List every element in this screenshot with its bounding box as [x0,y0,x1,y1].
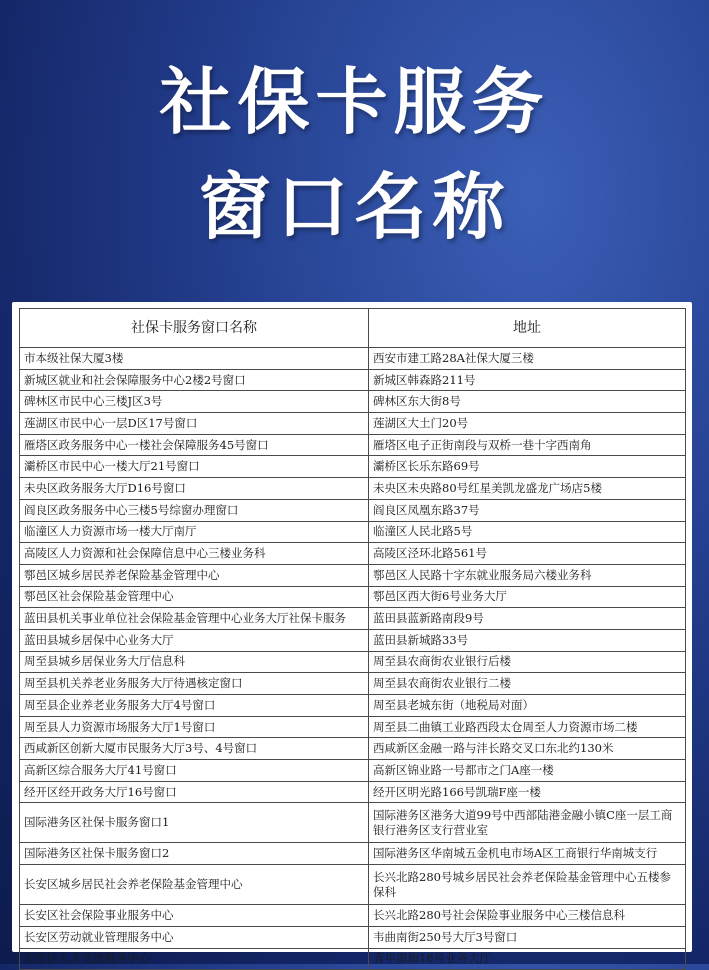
table-row [20,695,686,717]
table-row [20,456,686,478]
table-row [20,434,686,456]
cell-window-name: 鄠邑区城乡居民养老保险基金管理中心 [20,564,369,586]
cell-address: 周至县老城东街（地税局对面） [369,695,686,717]
cell-address: 西咸新区金融一路与沣长路交叉口东北约130米 [369,738,686,760]
table-row [20,781,686,803]
cell-window-name: 灞桥区市民中心一楼大厅21号窗口 [20,456,369,478]
table-row [20,543,686,565]
cell-address: 碑林区东大街8号 [369,391,686,413]
cell-window-name: 国际港务区社保卡服务窗口2 [20,843,369,865]
header-window-name: 社保卡服务窗口名称 [20,309,369,348]
table-row [20,948,686,970]
table-row [20,651,686,673]
cell-address: 长兴北路280号城乡居民社会养老保险基金管理中心五楼参保科 [369,865,686,905]
table-row [20,369,686,391]
table-row [20,521,686,543]
cell-window-name: 周至县城乡居保业务大厅信息科 [20,651,369,673]
cell-window-name: 周至县企业养老业务服务大厅4号窗口 [20,695,369,717]
table-row [20,564,686,586]
cell-window-name: 国际港务区社保卡服务窗口1 [20,803,369,843]
cell-address: 西安市建工路28A社保大厦三楼 [369,348,686,370]
cell-address: 蓝田县新城路33号 [369,629,686,651]
cell-address: 韦曲南街250号大厅3号窗口 [369,926,686,948]
cell-window-name: 临潼区人力资源市场一楼大厅南厅 [20,521,369,543]
cell-address: 阎良区凤凰东路37号 [369,499,686,521]
table-row [20,478,686,500]
cell-address: 临潼区人民北路5号 [369,521,686,543]
table-row [20,629,686,651]
cell-window-name: 西咸新区创新大厦市民服务大厅3号、4号窗口 [20,738,369,760]
cell-address: 新城区韩森路211号 [369,369,686,391]
cell-address: 高新区锦业路一号都市之门A座一楼 [369,760,686,782]
cell-window-name: 雁塔区政务服务中心一楼社会保障服务45号窗口 [20,434,369,456]
table-body [20,348,686,970]
table-row [20,608,686,630]
header-address: 地址 [369,309,686,348]
table-row [20,760,686,782]
cell-window-name: 长安区城乡居民社会养老保险基金管理中心 [20,865,369,905]
cell-address: 雁塔区电子正街南段与双桥一巷十字西南角 [369,434,686,456]
cell-window-name: 周至县人力资源市场服务大厅1号窗口 [20,716,369,738]
cell-address: 鄠邑区人民路十字东就业服务局六楼业务科 [369,564,686,586]
cell-window-name: 高陵区人力资源和社会保障信息中心三楼业务科 [20,543,369,565]
cell-address: 国际港务区港务大道99号中西部陆港金融小镇C座一层工商银行港务区支行营业室 [369,803,686,843]
cell-address: 灞桥区长乐东路69号 [369,456,686,478]
cell-window-name: 长安区人才交流服务中心 [20,948,369,970]
cell-address: 国际港务区华南城五金机电市场A区工商银行华南城支行 [369,843,686,865]
cell-address: 周至县农商街农业银行二楼 [369,673,686,695]
cell-window-name: 未央区政务服务大厅D16号窗口 [20,478,369,500]
window-list-sheet [12,302,692,966]
cell-address: 周至县农商街农业银行后楼 [369,651,686,673]
cell-address: 蓝田县蓝新路南段9号 [369,608,686,630]
cell-window-name: 长安区社会保险事业服务中心 [20,905,369,927]
cell-address: 长兴北路280号社会保险事业服务中心三楼信息科 [369,905,686,927]
table-row [20,716,686,738]
cell-address: 莲湖区大土门20号 [369,413,686,435]
table-row [20,865,686,905]
page-title-line-1: 社保卡服务 [159,60,550,144]
cell-address: 经开区明光路166号凯瑞F座一楼 [369,781,686,803]
table-header-row [20,309,686,348]
table-row [20,413,686,435]
table-row [20,803,686,843]
table-row [20,391,686,413]
table-row [20,499,686,521]
cell-address: 周至县二曲镇工业路西段太仓周至人力资源市场二楼 [369,716,686,738]
table-row [20,348,686,370]
cell-window-name: 经开区经开政务大厅16号窗口 [20,781,369,803]
cell-address: 未央区未央路80号红星美凯龙盛龙广场店5楼 [369,478,686,500]
cell-window-name: 市本级社保大厦3楼 [20,348,369,370]
cell-window-name: 蓝田县机关事业单位社会保险基金管理中心业务大厅社保卡服务 [20,608,369,630]
cell-window-name: 碑林区市民中心三楼J区3号 [20,391,369,413]
table-row [20,905,686,927]
cell-window-name: 长安区劳动就业管理服务中心 [20,926,369,948]
cell-window-name: 鄠邑区社会保险基金管理中心 [20,586,369,608]
cell-window-name: 周至县机关养老业务服务大厅待遇核定窗口 [20,673,369,695]
cell-window-name: 新城区就业和社会保障服务中心2楼2号窗口 [20,369,369,391]
cell-window-name: 阎良区政务服务中心三楼5号综窗办理窗口 [20,499,369,521]
cell-window-name: 莲湖区市民中心一层D区17号窗口 [20,413,369,435]
cell-window-name: 蓝田县城乡居保中心业务大厅 [20,629,369,651]
table-row [20,926,686,948]
cell-address: 高陵区泾环北路561号 [369,543,686,565]
table-row [20,586,686,608]
cell-address: 青年南街18号业务大厅 [369,948,686,970]
table-row [20,673,686,695]
service-window-table [19,308,686,970]
table-row [20,843,686,865]
page-title-line-2: 窗口名称 [198,165,511,249]
cell-window-name: 高新区综合服务大厅41号窗口 [20,760,369,782]
cell-address: 鄠邑区西大街6号业务大厅 [369,586,686,608]
table-row [20,738,686,760]
